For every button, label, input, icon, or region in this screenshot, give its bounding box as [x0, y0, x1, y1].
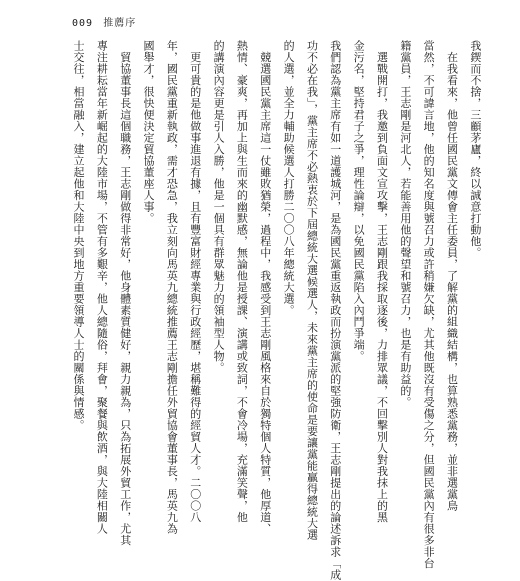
text-column: 貿協董事長這個職務，王志剛做得非常好，他身體素質健好，親力親為，只為拓展外貿工作，尤其: [118, 40, 132, 546]
text-column: 熱情、豪爽，再加上與生而來的幽默感，無論他是授課、演講或致詞，不會冷場，充滿笑聲，他: [235, 40, 249, 523]
text-column: 的人選，並全力輔助候選人打勝二〇〇八年總統大選。: [282, 40, 296, 316]
text-column: 選戰開打，我邀到負面文宣攻擊，王志剛跟我採取逐後，力排眾議，不回擊別人對我抹上的黑: [375, 40, 389, 523]
running-title: 推薦序: [103, 18, 137, 29]
running-header: [72, 14, 136, 29]
text-column: 我鍥而不捨，三顧茅廬，終以誠意打動他。: [468, 40, 482, 259]
text-column: 的講演內容更是引人入勝，他是一個具有群眾魅力的領袖型人物。: [212, 40, 226, 374]
text-column: 更可貴的是他做事進退有據，且有豐富財經專業與行政經歷，堪稱難得的經貿人才。二〇〇八: [188, 40, 202, 523]
text-column: 專注耕耘當年新崛起的大陸市場，不管有多艱辛，他人總隨俗，拜會，聚餐與飲酒，與大陸相關人: [95, 40, 109, 535]
text-column: 年，國民黨重新執政，需才恐急，我立刻向馬英九總統推薦王志剛擔任外貿協會董事長，馬英九為: [165, 40, 179, 535]
text-column: 我們認為黨主席有如一道護城河，是為國民黨重返執政而扮演黨派的堅強防衛，王志剛提出的論述訴求「成: [328, 40, 342, 581]
text-column: 金污名，堅持君子之爭，理性論辯，以免國民黨陷入內鬥爭端。: [352, 40, 366, 362]
text-column: 士交往，相當融入，建立起他和大陸中央到地方重要領導人士的關係與情感。: [72, 40, 85, 431]
text-column: 在我看來，他曾任國民黨文傳會主任委員，了解黨的組織結構，也算熟悉黨務，並非選黨鳥: [445, 40, 459, 512]
text-column: 國舉才，很快便決定貿協董座人事。: [142, 40, 156, 224]
text-column: 當然，不可諱言地，他的知名度與號召力或許稍嫌欠缺，尤其他既沒有受傷之分，但國民黨內有很多非台: [422, 40, 436, 569]
text-column: 功不必在我」，黨主席不必熱衷於下屆總統大選候選人，未來黨主席的使命是要讓黨能贏得總統大選: [305, 40, 319, 541]
vertical-text-body: [70, 40, 484, 581]
page-number: 009: [72, 18, 94, 29]
text-column: 競選國民黨主席這一仗雖敗猶榮，過程中，我感受到王志剛風格來自於獨特個人特質，他厚道、: [258, 40, 272, 535]
text-column: 籍黨員，王志剛是河北人，若能善用他的聲望和號召力，也是有助益的。: [398, 40, 412, 408]
